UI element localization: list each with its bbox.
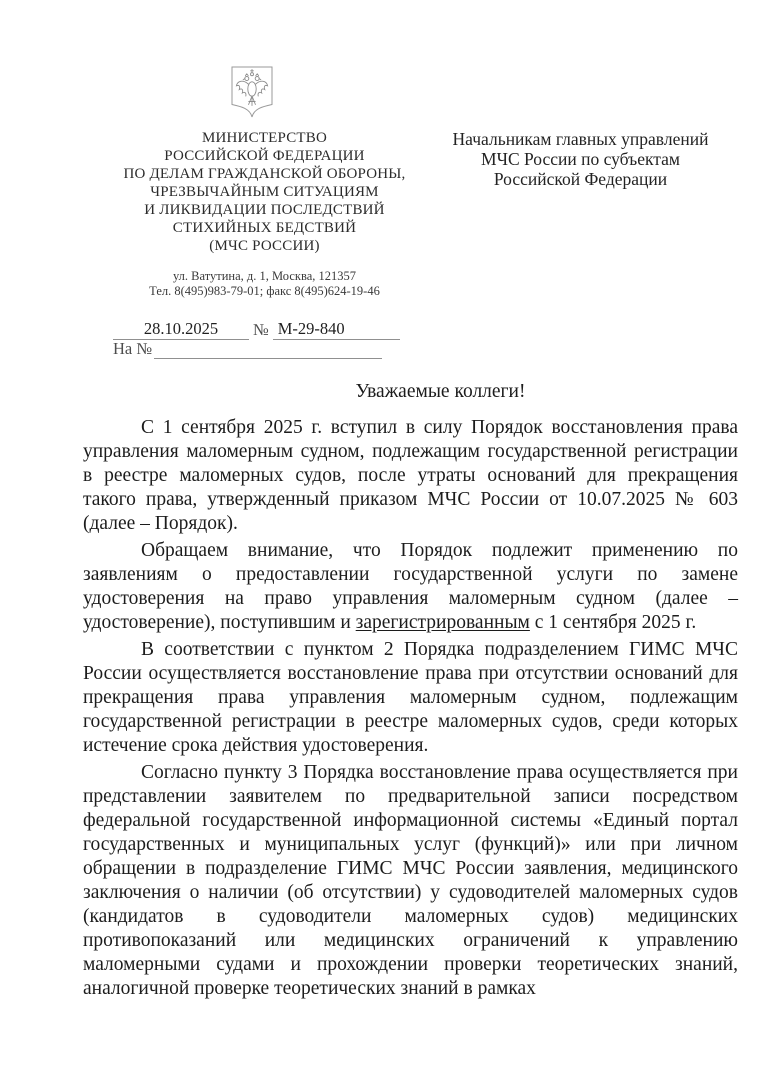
paragraph-1: С 1 сентября 2025 г. вступил в силу Порядок восстановления права управления маломерным судном, подлежащим государственной регистрации в реестре маломерных судов, после утраты оснований для прекращения такого права, утвержденный приказом МЧС России от 10.07.2025 № 603 (далее – Порядок).	[83, 417, 738, 534]
ministry-line: МИНИСТЕРСТВО	[201, 130, 328, 146]
address-line: ул. Ватутина, д. 1, Москва, 121357	[172, 269, 357, 283]
letter-date: 28.10.2025	[113, 319, 249, 340]
number-sign: №	[253, 320, 269, 339]
letter-number: М-29-840	[273, 319, 400, 340]
russia-coat-of-arms-icon	[231, 66, 273, 120]
addressee-line: Российской Федерации	[493, 169, 668, 189]
salutation: Уважаемые коллеги!	[355, 381, 526, 402]
ministry-line: РОССИЙСКОЙ ФЕДЕРАЦИИ	[164, 148, 365, 164]
contact-block	[92, 269, 437, 299]
paragraph-2	[83, 539, 738, 635]
ministry-line: (МЧС РОССИИ)	[209, 238, 320, 254]
letterhead	[92, 66, 437, 299]
ministry-line: СТИХИЙНЫХ БЕДСТВИЙ	[172, 220, 357, 236]
addressee-block	[438, 129, 723, 189]
addressee-line: МЧС России по субъектам	[481, 149, 680, 169]
addressee-line: Начальникам главных управлений	[452, 129, 709, 149]
reply-to-label: На №	[113, 339, 153, 358]
paragraph-2-underlined-word: зарегистрированным	[355, 612, 530, 633]
date-number-row	[113, 318, 400, 340]
ministry-line: И ЛИКВИДАЦИИ ПОСЛЕДСТВИЙ	[144, 202, 385, 218]
reference-block	[113, 318, 400, 359]
ministry-line: ПО ДЕЛАМ ГРАЖДАНСКОЙ ОБОРОНЫ,	[123, 166, 406, 182]
reply-to-blank-line	[154, 339, 382, 359]
letter-body	[83, 416, 738, 1004]
paragraph-2-end: с 1 сентября 2025 г.	[529, 612, 697, 633]
ministry-name-block	[92, 129, 437, 255]
phone-line: Тел. 8(495)983-79-01; факс 8(495)624-19-46	[149, 284, 380, 298]
reply-reference-row	[113, 340, 400, 359]
double-headed-eagle-icon	[231, 66, 273, 120]
paragraph-3: В соответствии с пунктом 2 Порядка подразделением ГИМС МЧС России осуществляется восстановление права при отсутствии оснований для прекращения права управления маломерным судном, подлежащим государственной регистрации в реестре маломерных судов, среди которых истечение срока действия удостоверения.	[83, 639, 738, 756]
paragraph-2-start: Обращаем внимание, что Порядок подлежит применению по заявлениям о предоставлении государственной услуги по замене удостоверения на право управления маломерным судном (далее – удостоверение), поступившим и	[83, 540, 738, 633]
ministry-line: ЧРЕЗВЫЧАЙНЫМ СИТУАЦИЯМ	[150, 184, 379, 200]
paragraph-4: Согласно пункту 3 Порядка восстановление права осуществляется при представлении заявителем по предварительной записи посредством федеральной государственной информационной системы «Единый портал государственных и муниципальных услуг (функций)» или при личном обращении в подразделение ГИМС МЧС России заявления, медицинского заключения о наличии (об отсутствии) у судоводителей маломерных судов (кандидатов в судоводители маломерных судов) медицинских противопоказаний или медицинских ограничений к управлению маломерными судами и прохождении проверки теоретических знаний, аналогичной проверке теоретических знаний в рамках	[83, 762, 738, 999]
